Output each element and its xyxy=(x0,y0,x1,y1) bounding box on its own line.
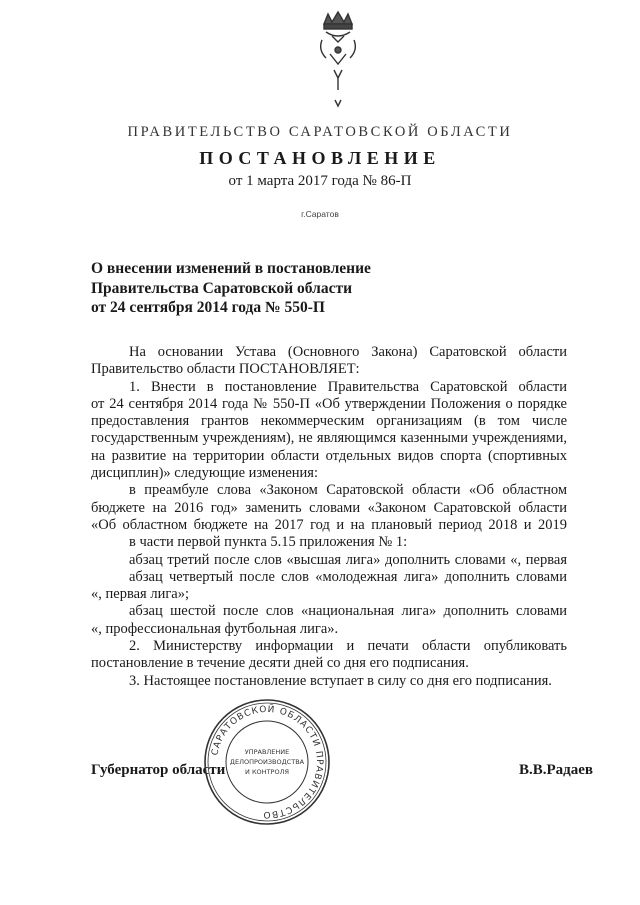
body-line: Правительство области ПОСТАНОВЛЯЕТ: xyxy=(91,361,360,378)
subject-line: О внесении изменений в постановление xyxy=(91,260,371,277)
seal-ring-text: САРАТОВСКОЙ ОБЛАСТИ ПРАВИТЕЛЬСТВО xyxy=(210,704,325,820)
body-line: абзац третий после слов «высшая лига» дополнить словами «, первая xyxy=(129,551,567,568)
document-type: ПОСТАНОВЛЕНИЕ xyxy=(199,148,441,168)
document-city: г.Саратов xyxy=(301,209,339,219)
subject-line: от 24 сентября 2014 года № 550-П xyxy=(91,299,325,316)
coat-of-arms-icon xyxy=(312,10,364,108)
official-seal-icon xyxy=(203,698,331,826)
body-line: «Об областном бюджете на 2017 год и на плановый период 2018 и 2019 xyxy=(91,516,567,533)
subject-line: Правительства Саратовской области xyxy=(91,279,352,297)
body-line: 3. Настоящее постановление вступает в силу со дня его подписания. xyxy=(129,672,552,689)
body-line: «, первая лига»; xyxy=(91,586,189,603)
body-line: дисциплин)» следующие изменения: xyxy=(91,465,318,482)
body-line: государственным учреждениям), не являющимся казенными учреждениями, xyxy=(91,430,567,447)
body-line: на развитие на территории области отдельных видов спорта (спортивных xyxy=(91,447,567,464)
signature-position: Губернатор области xyxy=(91,762,226,778)
document-date-number: от 1 марта 2017 года № 86-П xyxy=(228,173,412,189)
body-line: бюджете на 2016 год» заменить словами «Законом Саратовской области xyxy=(91,499,567,516)
body-line: абзац четвертый после слов «молодежная лига» дополнить словами xyxy=(129,568,567,585)
body-line: предоставления грантов некоммерческим организациям (в том числе xyxy=(91,413,567,430)
body-line: от 24 сентября 2014 года № 550-П «Об утверждении Положения о порядке xyxy=(91,395,567,412)
body-line: в преамбуле слова «Законом Саратовской области «Об областном xyxy=(129,482,567,499)
government-name: ПРАВИТЕЛЬСТВО САРАТОВСКОЙ ОБЛАСТИ xyxy=(127,124,513,140)
seal-center-line: ДЕЛОПРОИЗВОДСТВА xyxy=(229,758,305,766)
signature-name: В.В.Радаев xyxy=(519,762,594,778)
body-line: постановление в течение десяти дней со дня его подписания. xyxy=(91,655,469,672)
body-line: 1. Внести в постановление Правительства Саратовской области xyxy=(129,378,567,395)
body-line: «, профессиональная футбольная лига». xyxy=(91,620,339,637)
document-body xyxy=(91,344,567,690)
seal-center-line: И КОНТРОЛЯ xyxy=(245,768,289,776)
seal-center-line: УПРАВЛЕНИЕ xyxy=(244,748,290,756)
body-line: На основании Устава (Основного Закона) Саратовской области xyxy=(129,344,567,360)
body-line: в части первой пункта 5.15 приложения № 1: xyxy=(129,534,408,551)
body-line: 2. Министерству информации и печати области опубликовать xyxy=(129,638,567,655)
document-subject xyxy=(91,259,431,318)
body-line: абзац шестой после слов «национальная лига» дополнить словами xyxy=(129,603,567,620)
